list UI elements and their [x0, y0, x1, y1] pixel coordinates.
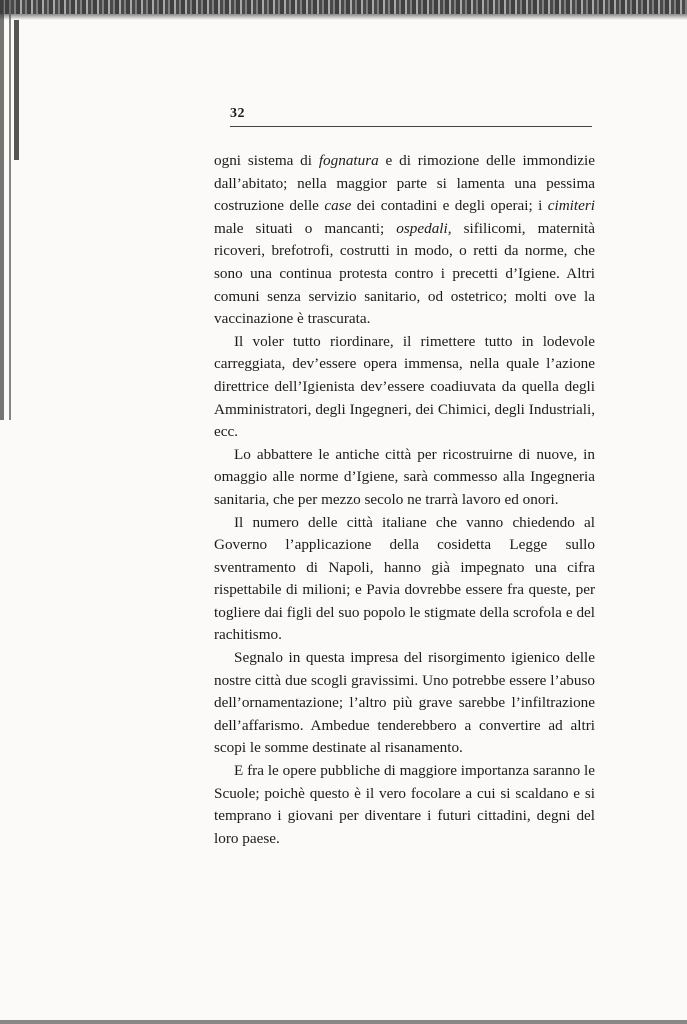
page-header [230, 106, 592, 130]
paragraph [214, 512, 595, 648]
scan-binding-mark [14, 20, 19, 160]
text-run: sifilicomi, maternità ricoveri, brefotrofi, costrutti in modo, o retti da norme, che sono una continua protesta contro i precetti d’Igiene. Altri comuni senza servizio sanitario, od ostetrico; molti ove la vaccinazione è trascurata. [214, 219, 595, 328]
text-run: male situati o mancanti; [214, 219, 397, 237]
paragraph [214, 760, 595, 850]
paragraph [214, 150, 595, 331]
text-run: e di rimozione delle immondizie dall’abitato; nella maggior parte si lamenta una pessima costruzione delle [214, 152, 595, 215]
text-run: Segnalo in questa impresa del risorgimento igienico delle nostre città due scogli gravissimi. Uno potrebbe essere l’abuso dell’ornamentazione; l’altro più grave sarebbe l’infiltrazione dell’affarismo. Ambedue tenderebbero a convertire ad altri scopi le somme destinate al risanamento. [214, 649, 595, 757]
scan-bottom-edge [0, 1020, 687, 1024]
text-run: Lo abbattere le antiche città per ricostruirne di nuove, in omaggio alle norme d’Igiene, sarà commesso alla Ingegneria sanitaria, che per mezzo secolo ne trarrà lavoro ed onori. [214, 445, 595, 508]
italic-term: case [324, 197, 352, 215]
header-rule [230, 126, 592, 127]
paragraph [214, 331, 595, 444]
paragraph [214, 647, 595, 760]
text-run: Il voler tutto riordinare, il rimettere tutto in lodevole carreggiata, dev’essere opera immensa, nella quale l’azione direttrice dell’Igienista dev’essere coadiuvata da quella degli Amministratori, degli Ingegneri, dei Chimici, degli Industriali, ecc. [214, 332, 595, 441]
scan-top-shadow [0, 14, 687, 20]
italic-term: cimiteri [547, 197, 595, 215]
paragraph [214, 444, 595, 512]
text-run: dei contadini e degli operai; i [351, 197, 548, 215]
text-run: E fra le opere pubbliche di maggiore importanza saranno le Scuole; poichè questo è il vero focolare a cui si scaldano e si temprano i giovani per diventare i futuri cittadini, degni del loro paese. [214, 762, 595, 847]
text-run: ogni sistema di [214, 152, 319, 169]
scan-left-edge [0, 0, 24, 420]
text-run: Il numero delle città italiane che vanno chiedendo al Governo l’applicazione della cosidetta Legge sullo sventramento di Napoli, hanno già impegnato una cifra rispettabile di milioni; e Pavia dovrebbe essere fra queste, per togliere dai figli del suo popolo le stigmate della scrofola e del rachitismo. [214, 513, 595, 644]
page-number: 32 [230, 106, 245, 121]
italic-term: fognatura [318, 152, 379, 169]
italic-term: ospedali, [396, 219, 452, 237]
scan-top-edge [0, 0, 687, 14]
body-text [214, 150, 595, 850]
